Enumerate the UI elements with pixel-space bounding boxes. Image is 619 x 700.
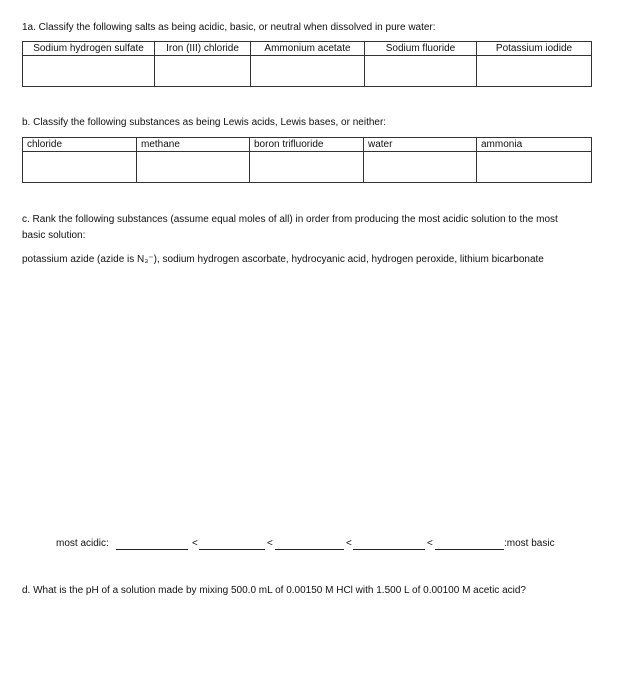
- rank-blank-2[interactable]: [199, 549, 265, 550]
- answer-cell-chloride[interactable]: [23, 152, 137, 183]
- substances-list: potassium azide (azide is N₃⁻), sodium hydrogen ascorbate, hydrocyanic acid, hydrogen peroxide, lithium bicarbonate: [22, 254, 544, 265]
- header-sodium-fluoride: Sodium fluoride: [365, 42, 477, 56]
- most-basic-label: :most basic: [504, 538, 555, 549]
- most-acidic-label: most acidic:: [56, 538, 109, 549]
- rank-blank-5[interactable]: [435, 549, 504, 550]
- rank-blank-3[interactable]: [275, 549, 344, 550]
- answer-cell-sodium-fluoride[interactable]: [365, 56, 477, 87]
- answer-cell-boron-trifluoride[interactable]: [250, 152, 364, 183]
- lewis-table: [22, 137, 592, 183]
- header-iron-iii-chloride: Iron (III) chloride: [155, 42, 251, 56]
- answer-cell-methane[interactable]: [137, 152, 250, 183]
- answer-cell-iron-iii-chloride[interactable]: [155, 56, 251, 87]
- less-than-1: <: [192, 538, 198, 549]
- header-potassium-iodide: Potassium iodide: [477, 42, 592, 56]
- header-ammonium-acetate: Ammonium acetate: [251, 42, 365, 56]
- less-than-2: <: [267, 538, 273, 549]
- question-1a-prompt: 1a. Classify the following salts as being acidic, basic, or neutral when dissolved in pure water:: [22, 22, 436, 33]
- salts-table: [22, 41, 592, 87]
- header-water: water: [364, 138, 477, 152]
- header-ammonia: ammonia: [477, 138, 592, 152]
- less-than-3: <: [346, 538, 352, 549]
- less-than-4: <: [427, 538, 433, 549]
- rank-blank-4[interactable]: [353, 549, 425, 550]
- answer-cell-potassium-iodide[interactable]: [477, 56, 592, 87]
- header-methane: methane: [137, 138, 250, 152]
- question-1b-prompt: b. Classify the following substances as being Lewis acids, Lewis bases, or neither:: [22, 117, 387, 128]
- question-1d-prompt: d. What is the pH of a solution made by mixing 500.0 mL of 0.00150 M HCl with 1.500 L of 0.00100 M acetic acid?: [22, 585, 526, 596]
- answer-cell-sodium-hydrogen-sulfate[interactable]: [23, 56, 155, 87]
- answer-cell-ammonium-acetate[interactable]: [251, 56, 365, 87]
- answer-cell-ammonia[interactable]: [477, 152, 592, 183]
- answer-cell-water[interactable]: [364, 152, 477, 183]
- rank-blank-1[interactable]: [116, 549, 188, 550]
- header-sodium-hydrogen-sulfate: Sodium hydrogen sulfate: [23, 42, 155, 56]
- ranking-row: [56, 537, 596, 551]
- header-boron-trifluoride: boron trifluoride: [250, 138, 364, 152]
- question-1c-prompt: c. Rank the following substances (assume equal moles of all) in order from producing the most acidic solution to the most basic solution:: [22, 214, 558, 241]
- header-chloride: chloride: [23, 138, 137, 152]
